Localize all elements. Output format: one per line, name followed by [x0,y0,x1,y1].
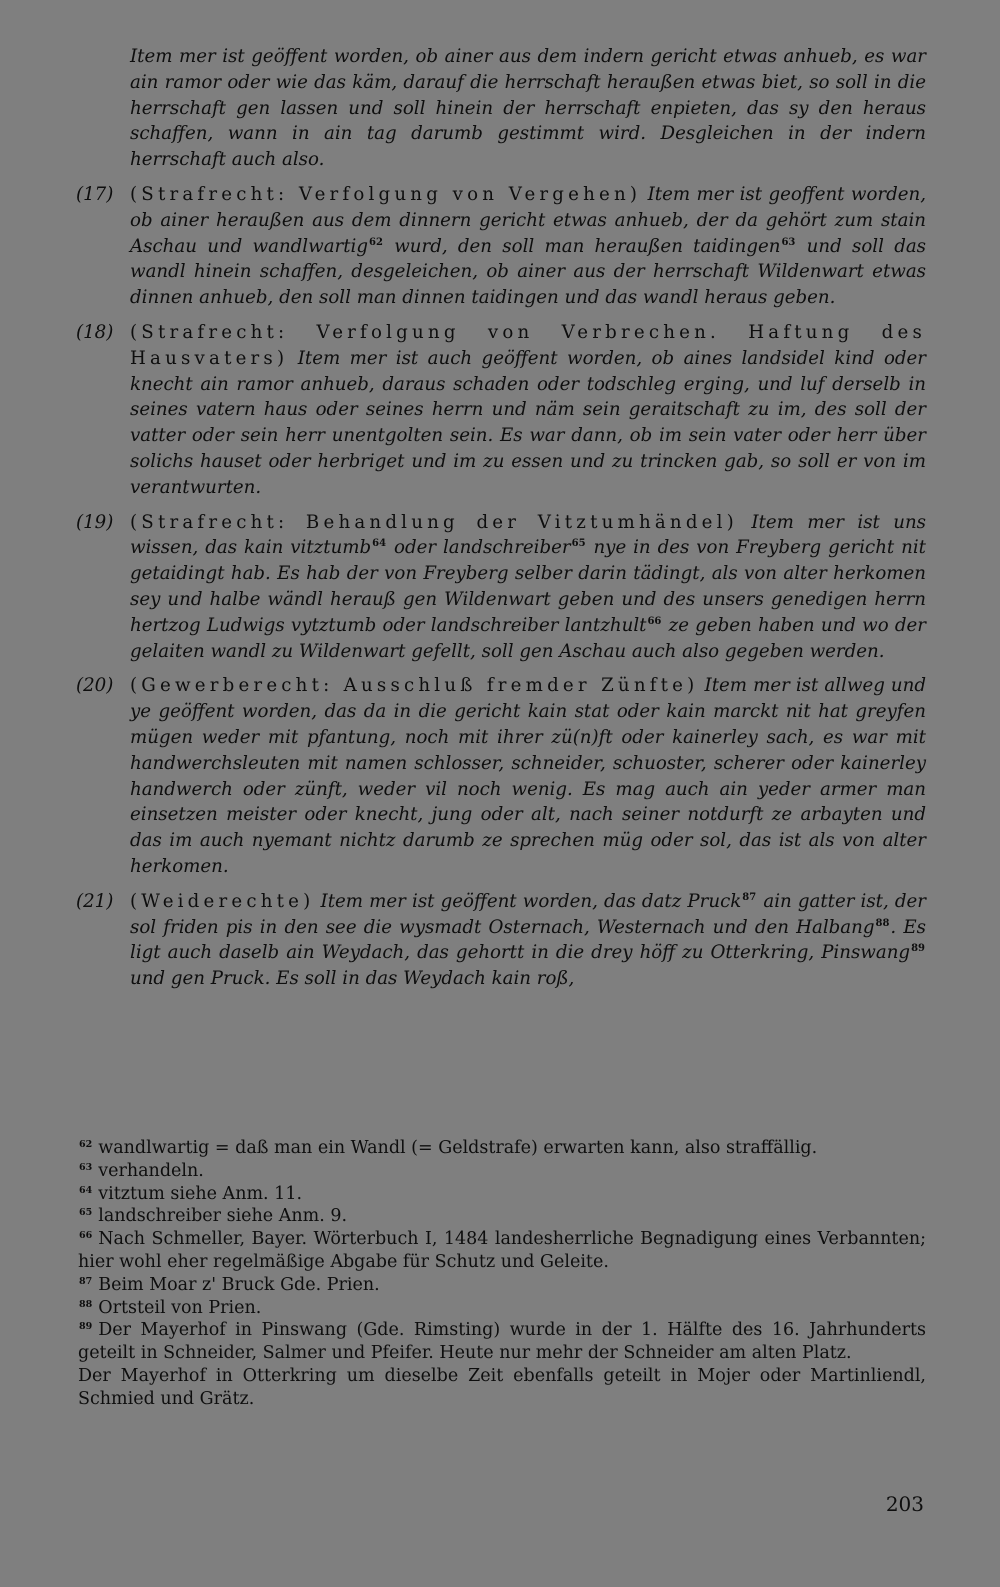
footnote [78,1205,926,1228]
section-text: wurd, den soll man heraußen taidingen [383,235,781,257]
section-paragraph [76,889,926,992]
section-number: (19) [76,511,114,533]
footnote [78,1319,926,1365]
footnote-text: Nach Schmeller, Bayer. Wörterbuch I, 1484 landesherrliche Begnadigung eines Verbannten; hier wohl eher regelmäßige Abgabe für Schutz und Geleite. [78,1229,926,1272]
footnote-marker: 87 [742,891,757,903]
section-heading: (Strafrecht: Behandlung der Vitztumhändel) [130,511,738,533]
footnote-marker: 65 [571,538,586,550]
section-heading: (Weiderechte) [130,890,315,912]
footnote-marker: 63 [781,236,796,248]
section-text: Item mer ist uns wissen, das kain vitztumb [130,511,926,559]
footnote-marker: 88 [875,917,890,929]
section-text: und gen Pruck. Es soll in das Weydach kain roß, [130,968,575,990]
footnote-marker: 62 [369,236,383,248]
footnotes [78,1137,926,1411]
section-text: ze geben haben und wo der gelaiten wandl zu Wildenwart gefellt, soll gen Aschau auch also gegeben werden. [130,614,926,662]
footnote [78,1365,926,1411]
section-paragraph [76,320,926,501]
section-number: (18) [76,321,114,343]
footnote-number: 62 [79,1139,93,1150]
section-text: nye in des von Freyberg gericht nit getaidingt hab. Es hab der von Freyberg selber darin tädingt, als von alter herkomen sey und halbe wändl herauß gen Wildenwart geben und des unsers genedigen herrn hertzog Ludwigs vytztumb oder landschreiber lantzhult [130,537,926,636]
section-text: Item mer ist auch geöffent worden, ob aines landsidel kind oder knecht ain ramor anhueb, daraus schaden oder todschleg erging, und luf derselb in seines vatern haus oder seines herrn und näm sein geraitschaft zu im, des soll der vatter oder sein herr unentgolten sein. Es war dann, ob im sein vater oder herr über solichs hauset oder herbriget und im zu essen und zu trincken gab, so soll er von im verantwurten. [130,347,926,498]
footnote-marker: 64 [372,538,387,550]
footnote-text: Ortsteil von Prien. [98,1297,262,1318]
section-text: und soll das wandl hinein schaffen, desgeleichen, ob ainer aus der herrschaft Wildenwart etwas dinnen anhueb, den soll man dinnen taidingen und das wandl heraus geben. [130,235,927,309]
section-heading: (Gewerberecht: Ausschluß fremder Zünfte) [130,675,699,697]
footnote-number: 87 [79,1275,93,1287]
footnote [78,1228,926,1274]
footnote-number: 63 [79,1161,93,1173]
section-text: Item mer ist geoffent worden, ob ainer heraußen aus dem dinnern gericht etwas anhueb, der da gehört zum stain Aschau und wandlwartig [130,183,926,257]
section-text: ain gatter ist, der sol friden pis in den see die wysmadt Osternach, Westernach und den Halbang [130,890,926,938]
footnote-number: 64 [79,1184,93,1196]
section-number: (20) [76,675,114,697]
footnote [78,1297,926,1320]
section-text: Item mer ist geöffent worden, das datz Pruck [314,890,742,912]
section-paragraph [76,182,926,311]
footnote-number: 66 [79,1230,93,1242]
footnote-text: Beim Moar z' Bruck Gde. Prien. [98,1274,380,1295]
footnote-number: 88 [79,1298,93,1310]
section-paragraph [76,510,926,665]
section-paragraph [76,673,926,879]
section-number: (21) [76,890,114,912]
intro-paragraph: Item mer ist geöffent worden, ob ainer aus dem indern gericht etwas anhueb, es war ain ramor oder wie das käm, darauf die herrschaft heraußen etwas biet, so soll in die herrschaft gen lassen und soll hinein der herrschaft enpieten, das sy den heraus schaffen, wann in ain tag darumb gestimmt wird. Desgleichen in der indern herrschaft auch also. [130,46,926,171]
footnote-marker: 89 [911,943,925,955]
section-heading: (Strafrecht: Verfolgung von Verbrechen. Haftung des Hausvaters) [130,321,926,369]
main-text [76,44,926,1001]
section-heading: (Strafrecht: Verfolgung von Vergehen) [130,183,642,205]
footnote-text: wandlwartig = daß man ein Wandl (= Geldstrafe) erwarten kann, also straffällig. [98,1138,818,1158]
footnote-text: landschreiber siehe Anm. 9. [98,1206,348,1227]
section-number: (17) [76,183,114,205]
footnote-marker: 66 [647,615,662,627]
footnote-text: vitztum siehe Anm. 11. [98,1183,303,1204]
footnote [78,1183,926,1206]
section-text: Item mer ist allweg und ye geöffent worden, das da in die gericht kain stat oder kain marckt nit hat greyfen mügen weder mit pfantung, noch mit ihrer zü(n)ft oder kainerley sach, es war mit handwerchsleuten mit namen schlosser, schneider, schuoster, scherer oder kainerley handwerch oder zünft, weder vil noch wenig. Es mag auch ain yeder armer man einsetzen meister oder knecht, jung oder alt, nach seiner notdurft ze arbayten und das im auch nyemant nichtz darumb ze sprechen müg oder sol, das ist als von alter herkomen. [130,675,926,877]
page-number: 203 [885,1492,924,1516]
footnote-text: Der Mayerhof in Pinswang (Gde. Rimsting) wurde in der 1. Hälfte des 16. Jahrhunderts geteilt in Schneider, Salmer und Pfeifer. Heute nur mehr der Schneider am alten Platz. [78,1320,926,1364]
footnote-text: verhandeln. [98,1160,204,1181]
footnote-number: 65 [79,1207,93,1219]
footnote-text: Der Mayerhof in Otterkring um dieselbe Zeit ebenfalls geteilt in Mojer oder Martinliendl, Schmied und Grätz. [78,1365,926,1409]
footnote [78,1137,926,1160]
sections-container [76,182,926,992]
footnote-number: 89 [79,1321,93,1333]
footnote [78,1274,926,1297]
section-text: . Es ligt auch daselb ain Weydach, das gehortt in die drey höff zu Otterkring, Pinswang [130,916,926,964]
footnote [78,1160,926,1183]
section-text: oder landschreiber [387,537,571,559]
